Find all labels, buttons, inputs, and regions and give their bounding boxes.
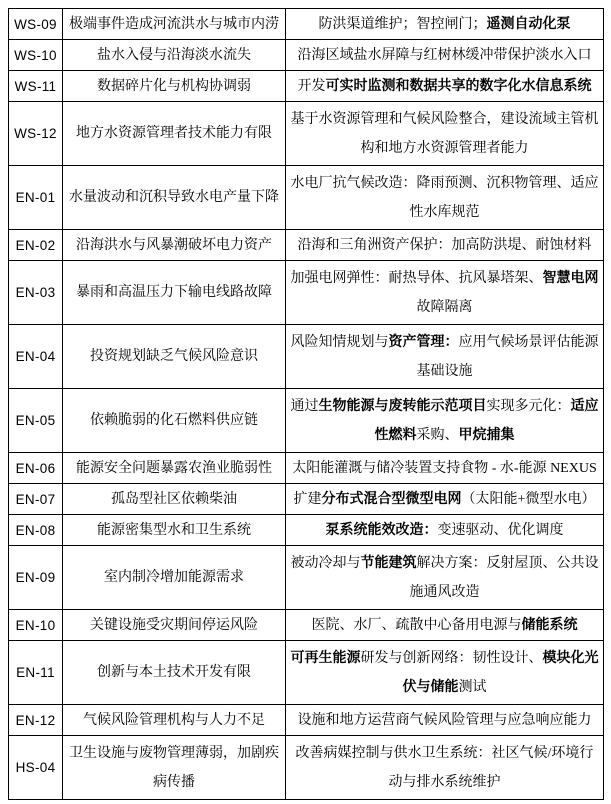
risk-solution-cell: 改善病媒控制与供水卫生系统：社区气候/环境行动与排水系统维护 [286, 736, 604, 800]
risk-id-cell: WS-11 [9, 71, 63, 102]
risk-id-cell: HS-04 [9, 736, 63, 800]
table-row [9, 546, 604, 610]
risk-issue-cell: 沿海洪水与风暴潮破坏电力资产 [63, 230, 286, 261]
risk-id-cell: EN-03 [9, 261, 63, 325]
risk-id-cell: EN-09 [9, 546, 63, 610]
table-row [9, 705, 604, 736]
table-row [9, 515, 604, 546]
risk-solution-cell: 太阳能灌溉与储冷装置支持食物 - 水-能源 NEXUS [286, 453, 604, 484]
table-row [9, 166, 604, 230]
risk-solution-cell: 沿海区域盐水屏障与红树林缓冲带保护淡水入口 [286, 40, 604, 71]
risk-issue-cell: 水量波动和沉积导致水电产量下降 [63, 166, 286, 230]
risk-id-cell: EN-01 [9, 166, 63, 230]
risk-solution-cell: 防洪渠道维护；智控闸门；遥测自动化泵 [286, 9, 604, 40]
risk-solution-cell: 通过生物能源与废转能示范项目实现多元化：适应性燃料采购、甲烷捕集 [286, 389, 604, 453]
risk-issue-cell: 创新与本土技术开发有限 [63, 641, 286, 705]
risk-solution-cell: 扩建分布式混合型微型电网（太阳能+微型水电） [286, 484, 604, 515]
table-row [9, 230, 604, 261]
risk-solution-cell: 加强电网弹性：耐热导体、抗风暴塔架、智慧电网故障隔离 [286, 261, 604, 325]
risk-solution-cell: 水电厂抗气候改造：降雨预测、沉积物管理、适应性水库规范 [286, 166, 604, 230]
risk-solution-cell: 风险知情规划与资产管理：应用气候场景评估能源基础设施 [286, 325, 604, 389]
risk-issue-cell: 关键设施受灾期间停运风险 [63, 610, 286, 641]
risk-issue-cell: 依赖脆弱的化石燃料供应链 [63, 389, 286, 453]
table-row [9, 9, 604, 40]
table-row [9, 102, 604, 166]
risk-id-cell: EN-12 [9, 705, 63, 736]
risk-id-cell: WS-09 [9, 9, 63, 40]
risk-issue-cell: 投资规划缺乏气候风险意识 [63, 325, 286, 389]
risk-id-cell: EN-05 [9, 389, 63, 453]
risk-issue-cell: 暴雨和高温压力下输电线路故障 [63, 261, 286, 325]
risk-id-cell: WS-12 [9, 102, 63, 166]
risk-issue-cell: 气候风险管理机构与人力不足 [63, 705, 286, 736]
risk-id-cell: WS-10 [9, 40, 63, 71]
risk-id-cell: EN-04 [9, 325, 63, 389]
table-row [9, 71, 604, 102]
table-row [9, 453, 604, 484]
risk-id-cell: EN-11 [9, 641, 63, 705]
risk-solution-cell: 开发可实时监测和数据共享的数字化水信息系统 [286, 71, 604, 102]
risk-id-cell: EN-08 [9, 515, 63, 546]
table-row [9, 641, 604, 705]
risk-solution-cell: 可再生能源研发与创新网络：韧性设计、模块化光伏与储能测试 [286, 641, 604, 705]
table-row [9, 261, 604, 325]
risk-solution-cell: 设施和地方运营商气候风险管理与应急响应能力 [286, 705, 604, 736]
risk-id-cell: EN-06 [9, 453, 63, 484]
risk-id-cell: EN-02 [9, 230, 63, 261]
risk-issue-cell: 孤岛型社区依赖柴油 [63, 484, 286, 515]
table-row [9, 484, 604, 515]
risk-solution-cell: 被动冷却与节能建筑解决方案：反射屋顶、公共设施通风改造 [286, 546, 604, 610]
risk-issue-cell: 盐水入侵与沿海淡水流失 [63, 40, 286, 71]
risk-issue-cell: 能源安全问题暴露农渔业脆弱性 [63, 453, 286, 484]
risk-solution-cell: 沿海和三角洲资产保护：加高防洪堤、耐蚀材料 [286, 230, 604, 261]
risk-issue-cell: 极端事件造成河流洪水与城市内涝 [63, 9, 286, 40]
risk-issue-cell: 数据碎片化与机构协调弱 [63, 71, 286, 102]
table-row [9, 40, 604, 71]
risk-solution-cell: 医院、水厂、疏散中心备用电源与储能系统 [286, 610, 604, 641]
table-row [9, 325, 604, 389]
table-row [9, 736, 604, 800]
risk-solution-cell: 泵系统能效改造：变速驱动、优化调度 [286, 515, 604, 546]
risk-issue-cell: 地方水资源管理者技术能力有限 [63, 102, 286, 166]
risk-id-cell: EN-07 [9, 484, 63, 515]
risk-issue-cell: 能源密集型水和卫生系统 [63, 515, 286, 546]
risk-issue-cell: 室内制冷增加能源需求 [63, 546, 286, 610]
risk-id-cell: EN-10 [9, 610, 63, 641]
risk-solution-table [8, 8, 604, 800]
table-row [9, 610, 604, 641]
table-row [9, 389, 604, 453]
risk-issue-cell: 卫生设施与废物管理薄弱，加剧疾病传播 [63, 736, 286, 800]
risk-solution-cell: 基于水资源管理和气候风险整合，建设流域主管机构和地方水资源管理者能力 [286, 102, 604, 166]
